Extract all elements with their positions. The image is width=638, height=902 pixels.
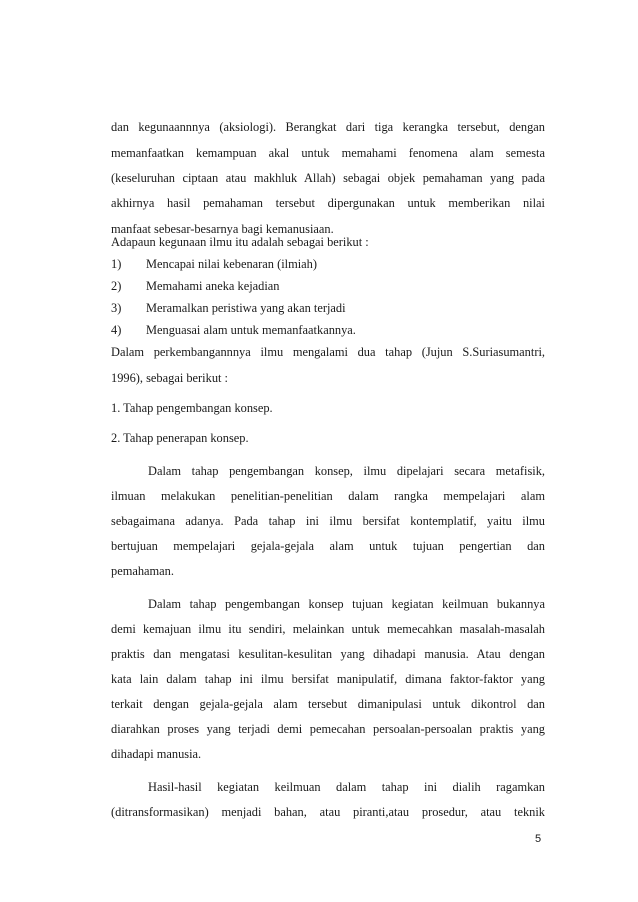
uses-item-1 [111,256,545,272]
uses-item-number: 3) [111,301,122,315]
paragraph-2-line-5: pemahaman. [111,564,174,578]
uses-item-2 [111,278,545,294]
paragraph-4-line-2: (ditransformasikan) menjadi bahan, atau piranti,atau prosedur, atau teknik [111,805,545,819]
paragraph-2-line-1: Dalam tahap pengembangan konsep, ilmu dipelajari secara metafisik, [148,464,545,478]
paragraph-3-line-7: dihadapi manusia. [111,747,202,761]
uses-item-text: Mencapai nilai kebenaran (ilmiah) [146,257,317,271]
paragraph-2-line-3: sebagaimana adanya. Pada tahap ini ilmu bersifat kontemplatif, yaitu ilmu [111,514,545,528]
paragraph-3-line-1: Dalam tahap pengembangan konsep tujuan kegiatan keilmuan bukannya [148,597,545,611]
uses-item-4 [111,322,545,338]
stage-1: 1. Tahap pengembangan konsep. [111,401,273,415]
paragraph-1-line-1: dan kegunaannnya (aksiologi). Berangkat dari tiga kerangka tersebut, dengan [111,120,545,134]
development-line-2: 1996), sebagai berikut : [111,371,228,385]
uses-item-text: Menguasai alam untuk memanfaatkannya. [146,323,356,337]
uses-item-number: 1) [111,257,122,271]
paragraph-1-line-4: akhirnya hasil pemahaman tersebut dipergunakan untuk memberikan nilai [111,196,545,210]
paragraph-2-line-4: bertujuan mempelajari gejala-gejala alam untuk tujuan pengertian dan [111,539,545,553]
paragraph-1-line-5: manfaat sebesar-besarnya bagi kemanusiaan. [111,222,334,236]
uses-item-3 [111,300,545,316]
paragraph-3-line-2: demi kemajuan ilmu itu sendiri, melainkan untuk memecahkan masalah-masalah [111,622,545,636]
paragraph-3-line-6: diarahkan proses yang terjadi demi pemecahan persoalan-persoalan praktis yang [111,722,545,736]
paragraph-1-line-2: memanfaatkan kemampuan akal untuk memahami fenomena alam semesta [111,146,545,160]
paragraph-1-line-3: (keseluruhan ciptaan atau makhluk Allah) sebagai objek pemahaman yang pada [111,171,545,185]
uses-item-number: 4) [111,323,122,337]
uses-item-text: Memahami aneka kejadian [146,279,280,293]
uses-item-text: Meramalkan peristiwa yang akan terjadi [146,301,346,315]
uses-intro: Adapaun kegunaan ilmu itu adalah sebagai berikut : [111,235,369,249]
uses-item-number: 2) [111,279,122,293]
paragraph-3-line-4: kata lain dalam tahap ini ilmu bersifat manipulatif, dimana faktor-faktor yang [111,672,545,686]
paragraph-3-line-3: praktis dan mengatasi kesulitan-kesulitan yang dihadapi manusia. Atau dengan [111,647,545,661]
paragraph-4-line-1: Hasil-hasil kegiatan keilmuan dalam tahap ini dialih ragamkan [148,780,545,794]
paragraph-3-line-5: terkait dengan gejala-gejala alam tersebut dimanipulasi untuk dikontrol dan [111,697,545,711]
development-line-1: Dalam perkembangannnya ilmu mengalami dua tahap (Jujun S.Suriasumantri, [111,345,545,359]
page-number: 5 [535,833,542,845]
stage-2: 2. Tahap penerapan konsep. [111,431,249,445]
paragraph-2-line-2: ilmuan melakukan penelitian-penelitian dalam rangka mempelajari alam [111,489,545,503]
